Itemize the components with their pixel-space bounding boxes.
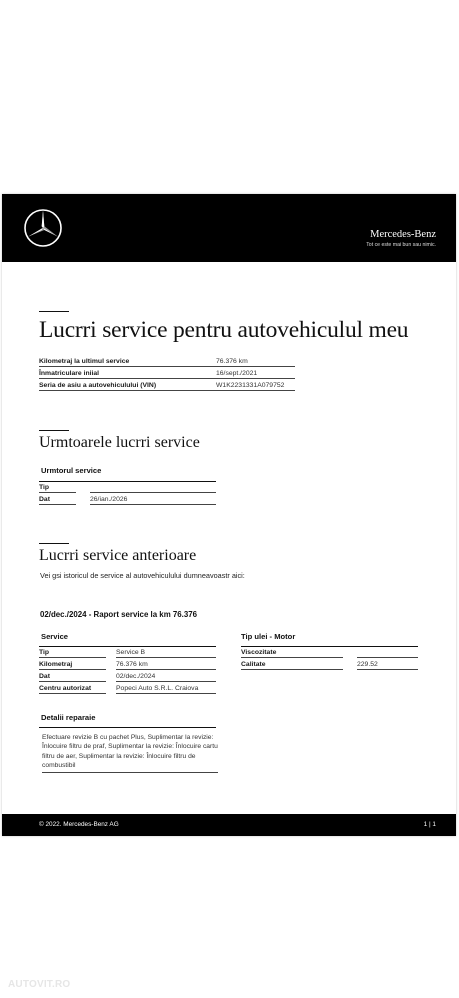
page-title: Lucrri service pentru autovehiculul meu xyxy=(39,317,409,343)
service-heading: Service xyxy=(41,632,69,641)
oil-label: Calitate xyxy=(241,661,343,670)
vehicle-info-value: 76.376 km xyxy=(216,358,295,367)
next-service-value: 26/ian./2026 xyxy=(90,496,216,505)
service-label: Kilometraj xyxy=(39,661,106,670)
brand-tagline: Tot ce este mai bun sau nimic. xyxy=(366,242,436,248)
next-service-heading: Urmtoarele lucrri service xyxy=(39,434,200,451)
service-row xyxy=(39,649,216,658)
oil-value: 229.52 xyxy=(357,661,418,670)
service-value: Service B xyxy=(116,649,216,658)
service-label: Tip xyxy=(39,649,106,658)
previous-services-intro: Vei gsi istoricul de service al autovehiculului dumneavoastr aici: xyxy=(40,571,245,580)
vehicle-info-label: Seria de asiu a autovehiculului (VIN) xyxy=(39,382,216,391)
repair-details-text: Efectuare revizie B cu pachet Plus, Suplimentar la revizie: Înlocuire filtru de praf, Suplimentar la revizie: Înlocuire cartu filtru de aer, Suplimentar la revizie: Înlocuire filtru de combustibil xyxy=(42,733,218,773)
vehicle-info-value: W1K2231331A079752 xyxy=(216,382,295,391)
subheading-rule xyxy=(39,481,216,482)
next-service-row xyxy=(39,484,216,493)
subheading-rule xyxy=(39,646,216,647)
next-service-label: Dat xyxy=(39,496,76,505)
watermark-logo: AUTOVIT.RO xyxy=(8,979,71,990)
service-row xyxy=(39,673,216,682)
subheading-rule xyxy=(39,727,216,728)
header-band xyxy=(2,194,456,262)
footer-band xyxy=(2,814,456,836)
section-dash xyxy=(39,543,69,544)
details-heading: Detalii reparaie xyxy=(41,713,96,722)
oil-row xyxy=(241,649,418,658)
footer-copyright: © 2022. Mercedes-Benz AG xyxy=(39,821,119,828)
service-value: 76.376 km xyxy=(116,661,216,670)
service-document xyxy=(2,194,456,836)
oil-heading: Tip ulei - Motor xyxy=(241,632,296,641)
vehicle-info-value: 16/sept./2021 xyxy=(216,370,295,379)
report-title: 02/dec./2024 - Raport service la km 76.376 xyxy=(40,610,198,619)
vehicle-info-label: Kilometraj la ultimul service xyxy=(39,358,216,367)
vehicle-info-label: Înmatriculare iniial xyxy=(39,370,216,379)
footer-page-number: 1 | 1 xyxy=(423,821,436,828)
service-label: Dat xyxy=(39,673,106,682)
mercedes-star-logo xyxy=(23,208,63,248)
next-service-subheading: Urmtorul service xyxy=(41,466,102,475)
service-row xyxy=(39,661,216,670)
vehicle-info-row xyxy=(39,358,295,367)
service-row xyxy=(39,685,216,694)
service-value: Popeci Auto S.R.L. Craiova xyxy=(116,685,216,694)
oil-label: Viscozitate xyxy=(241,649,343,658)
section-dash xyxy=(39,430,69,431)
service-label: Centru autorizat xyxy=(39,685,106,694)
next-service-label: Tip xyxy=(39,484,76,493)
previous-services-heading: Lucrri service anterioare xyxy=(39,547,197,564)
next-service-row xyxy=(39,496,216,505)
vehicle-info-row xyxy=(39,370,295,379)
oil-row xyxy=(241,661,418,670)
vehicle-info-row xyxy=(39,382,295,391)
service-value: 02/dec./2024 xyxy=(116,673,216,682)
next-service-value xyxy=(90,484,216,493)
title-dash xyxy=(39,311,69,312)
oil-value xyxy=(357,649,418,658)
subheading-rule xyxy=(241,646,418,647)
brand-name: Mercedes-Benz xyxy=(370,229,436,240)
